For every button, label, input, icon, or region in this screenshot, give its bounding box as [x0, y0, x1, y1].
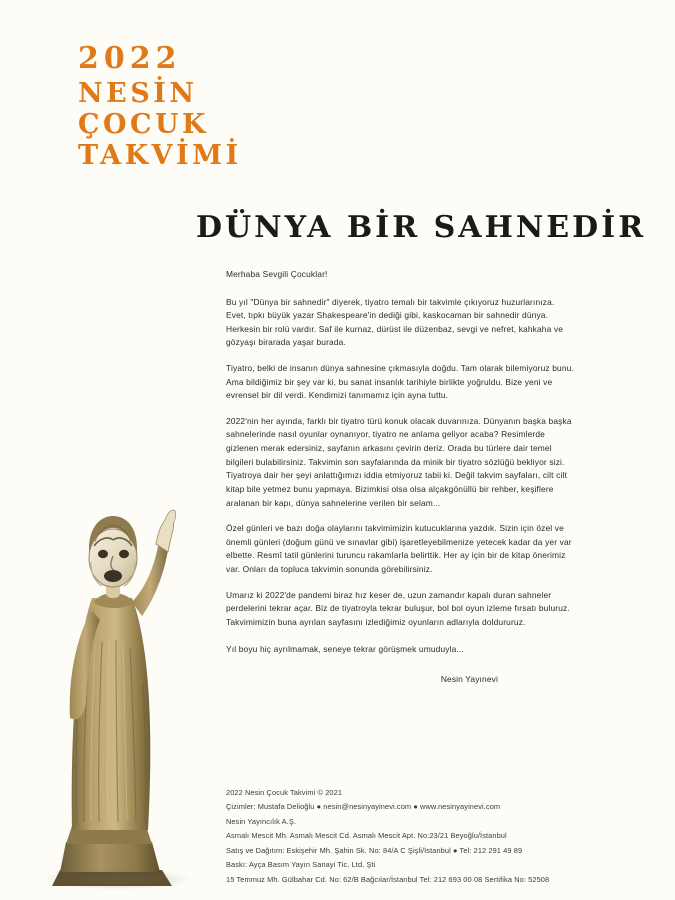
statue-illustration [32, 470, 192, 890]
letter-paragraph-2: Tiyatro, belki de insanın dünya sahnesine çıkmasıyla doğdu. Tam olarak bilemiyoruz bunu. Ama bildiğimiz bir şey var ki, bu sanat insanlık tarihiyle birlikte yoğruldu. Bize yeni ve evrensel bir dil verdi. Kendimizi tanımamız için ayna tuttu. [226, 363, 574, 401]
masthead-line-cocuk: ÇOCUK [78, 109, 210, 140]
letter-paragraph-4: Özel günleri ve bazı doğa olaylarını takvimimizin kutucuklarına yazdık. Sizin için özel ve önemli günleri (doğum günü ve sınavlar gibi) işaretleyebilmenize yetecek kadar da yer var elbette. Resmî tatil günlerini turuncu rakamlarla belirttik. Her ay için bir de kitap önerimiz var. Onları da topluca takvimin sonunda görebilirsiniz. [226, 523, 572, 574]
colophon-line-2: Çizimler: Mustafa Delioğlu ● nesin@nesinyayinevi.com ● www.nesinyayinevi.com [226, 802, 501, 812]
masthead [78, 41, 242, 173]
colophon-line-3: Nesin Yayıncılık A.Ş. [226, 816, 297, 826]
colophon-line-6: Baskı: Ayça Basım Yayın Sanayi Tic. Ltd. Şti [226, 860, 376, 870]
masthead-year: 2022 [78, 41, 182, 76]
masthead-line-nesin: NESİN [78, 78, 198, 109]
statue-shadow [42, 868, 192, 890]
letter-body [226, 268, 574, 699]
colophon [226, 786, 606, 887]
letter-paragraph-5: Umarız ki 2022'de pandemi biraz hız keser de, uzun zamandır kapalı duran sahneler perdelerini tekrar açar. Biz de tiyatroyla tekrar buluşur, bol bol oyun izleme fırsatı buluruz. Takvimimizin buna ayrılan sayfasını izlediğimiz oyunların adlarıyla doldururuz. [226, 589, 570, 627]
letter-signoff: Yıl boyu hiç ayrılmamak, seneye tekrar görüşmek umuduyla... [226, 644, 464, 655]
colophon-line-5: Satış ve Dağıtım: Eskişehir Mh. Şahin Sk. No: 84/A C Şişli/İstanbul ● Tel: 212 291 49 89 [226, 845, 523, 855]
letter-paragraph-1: Bu yıl "Dünya bir sahnedir" diyerek, tiyatro temalı bir takvimle çıkıyoruz huzurlarınıza. Evet, tıpkı büyük yazar Shakespeare'in dediği gibi, kaskocaman bir sahnedir dünya. Herkesin bir rolü vardır. Saf ile kurnaz, dürüst ile düzenbaz, sevgi ve nefret, kahkaha ve gözyaşı birarada yaşar burada. [226, 296, 564, 348]
letter-greeting: Merhaba Sevgili Çocuklar! [226, 269, 328, 279]
page-title: DÜNYA BİR SAHNEDİR [196, 210, 647, 245]
letter-paragraph-3: 2022'nin her ayında, farklı bir tiyatro türü konuk olacak duvarınıza. Dünyanın başka başka sahnelerinde nasıl oyunlar oynanıyor, tiyatro ne anlama geliyor acaba? Resimlerde gizlenen merak edersiniz, sayfanın arkasını çevirin deriz. Orada bu türlere dair temel bilgileri bulabilirsiniz. Takvimin son sayfalarında da minik bir tiyatro sözlüğü bekliyor sizi. Tiyatroya dair her şeyi anlattığımızı iddia etmiyoruz tabii ki. Değil takvim sayfaları, cilt cilt kitap bile yetmez bunu yapmaya. Bizimkisi olsa olsa alçakgönüllü bir rehber, keşiflere aralanan bir kapı, dünya sahnelerine verilen bir selam... [226, 415, 572, 508]
masthead-line-takvimi: TAKVİMİ [78, 140, 242, 171]
colophon-line-4: Asmalı Mescit Mh. Asmalı Mescit Cd. Asmalı Mescit Apt. No:23/21 Beyoğlu/İstanbul [226, 831, 507, 841]
letter-signature: Nesin Yayınevi [440, 674, 498, 685]
colophon-line-7: 15 Temmuz Mh. Gülbahar Cd. No: 62/B Bağcılar/İstanbul Tel: 212 693 00 08 Sertifika No: 52508 [226, 874, 550, 884]
colophon-line-1: 2022 Nesin Çocuk Takvimi © 2021 [226, 788, 343, 797]
statue-of-theatre-figure-icon [32, 470, 192, 890]
